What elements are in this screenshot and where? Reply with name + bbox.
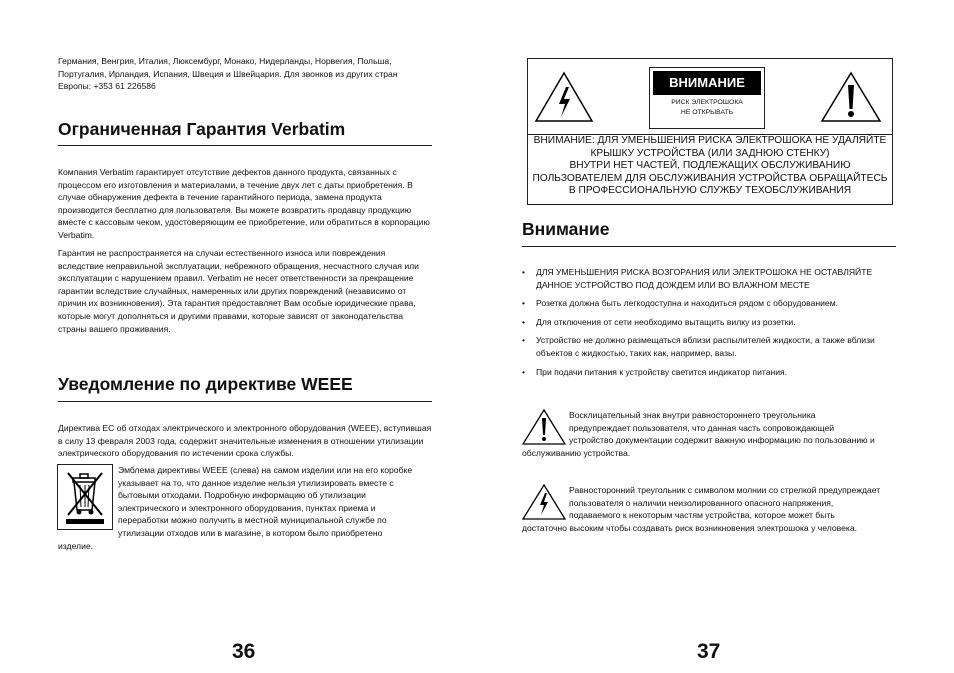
warning-line: ПОЛЬЗОВАТЕЛЕМ ДЛЯ ОБСЛУЖИВАНИЯ УСТРОЙСТВА ОБРАЩАЙТЕСЬ (532, 172, 888, 184)
vnimanie-title: ВНИМАНИЕ (653, 71, 761, 95)
caution-bullet: • Для отключения от сети необходимо вытащить вилку из розетки. (522, 316, 887, 329)
shock-warning-box (527, 58, 893, 205)
exclamation-explanation-text: Восклицательный знак внутри равностороннего треугольника предупреждает пользователя, что данная часть сопровождающей устройство документации содержит важную информацию по пользованию и обслуживанию устройства. (522, 410, 875, 458)
vnimanie-label-box (649, 67, 765, 129)
warranty-para-1: Компания Verbatim гарантирует отсутствие дефектов данного продукта, связанных с процессом его изготовления и материалами, в течение двух лет с даты приобретения. В случае обнаружения дефекта в течение гарантийного периода, замена продукта производится бесплатно для пользователя. Вы можете возвратить продавцу продукцию вместе с кассовым чеком, удостоверяющим ее приобретение, или обратиться в корпорацию Verbatim. (58, 167, 430, 240)
warning-line: ВНИМАНИЕ: ДЛЯ УМЕНЬШЕНИЯ РИСКА ЭЛЕКТРОШОКА НЕ УДАЛЯЙТЕ (533, 135, 887, 146)
exclamation-explanation (522, 409, 876, 459)
caution-bullet-list (522, 266, 887, 384)
page-number-right: 37 (697, 640, 721, 663)
weee-heading: Уведомление по директиве WEEE (58, 374, 353, 394)
weee-para-2-text: Эмблема директивы WEEE (слева) на самом изделии или на его коробке указывает на то, что данное изделие нельзя утилизировать вместе с бытовыми отходами. Подробную информацию об утилизации электрического и электронного оборудования, пунктах приема и переработки можно получить в местной муниципальной службе по утилизации отходов или в магазине, в котором было приобретено изделие. (58, 465, 413, 551)
weee-heading-rule (58, 401, 432, 402)
warning-line: ВНУТРИ НЕТ ЧАСТЕЙ, ПОДЛЕЖАЩИХ ОБСЛУЖИВАНИЮ (569, 160, 851, 172)
warranty-para-2: Гарантия не распространяется на случаи естественного износа или повреждения вследствие неправильной эксплуатации, небрежного обращения, несчастного случая или эксплуатации с нарушением правил. Verbatim не несет ответственности за прекращение гарантии вследствие случайных, намеренных или других повреждений (независимо от причин их возникновения). Эта гарантия предоставляет Вам особые юридические права, которые могут дополняться и другими правами, которые зависят от законодательства страны вашего проживания. (58, 248, 419, 334)
shock-risk-line: РИСК ЭЛЕКТРОШОКА (671, 99, 743, 106)
warranty-heading-rule (58, 145, 432, 146)
intro-text: Германия, Венгрия, Италия, Люксембург, Монако, Нидерланды, Норвегия, Польша, Португалия, Ирландия, Испания, Швеция и Швейцария. Для звонков из других стран Европы: +353 61 226586 (58, 56, 398, 92)
caution-heading: Внимание (522, 219, 610, 239)
caution-bullet: • При подачи питания к устройству светится индикатор питания. (522, 366, 887, 379)
warning-line: КРЫШКУ УСТРОЙСТВА (ИЛИ ЗАДНЮЮ СТЕНКУ) (590, 147, 830, 159)
warning-box-symbols (528, 59, 892, 135)
lightning-explanation-text: Равносторонний треугольник с символом молнии со стрелкой предупреждает пользователя о наличии неизолированного опасного напряжения, подаваемого к некоторым частям устройства, которое может быть достаточно высоким чтобы создавать риск возникновения электрошока у человека. (522, 485, 881, 533)
do-not-open-line: НЕ ОТКРЫВАТЬ (680, 109, 734, 116)
weee-para-2 (58, 464, 418, 552)
caution-bullet: • ДЛЯ УМЕНЬШЕНИЯ РИСКА ВОЗГОРАНИЯ ИЛИ ЭЛЕКТРОШОКА НЕ ОСТАВЛЯЙТЕ ДАННОЕ УСТРОЙСТВО ПОД ДОЖДЕМ ИЛИ ВО ВЛАЖНОМ МЕСТЕ (522, 266, 887, 291)
warning-box-text (528, 135, 892, 198)
caution-heading-rule (522, 246, 896, 247)
lightning-explanation (522, 484, 882, 534)
page-number-left: 36 (232, 640, 256, 663)
exclamation-triangle-icon (820, 71, 882, 128)
caution-bullet: • Розетка должна быть легкодоступна и находиться рядом с оборудованием. (522, 297, 887, 310)
weee-para-1: Директива ЕС об отходах электрического и электронного оборудования (WEEE), вступившая в силу 13 февраля 2003 года, содержит значительные изменения в отношении утилизации электрического оборудования по истечении срока службы. (58, 423, 432, 459)
caution-bullet: • Устройство не должно размещаться вблизи распылителей жидкости, а также вблизи объектов с жидкостью, таких как, например, вазы. (522, 334, 887, 359)
lightning-triangle-icon (534, 71, 594, 128)
warning-line: В ПРОФЕССИОНАЛЬНУЮ СЛУЖБУ ТЕХОБСЛУЖИВАНИЯ (568, 185, 852, 197)
warranty-heading: Ограниченная Гарантия Verbatim (58, 119, 346, 139)
